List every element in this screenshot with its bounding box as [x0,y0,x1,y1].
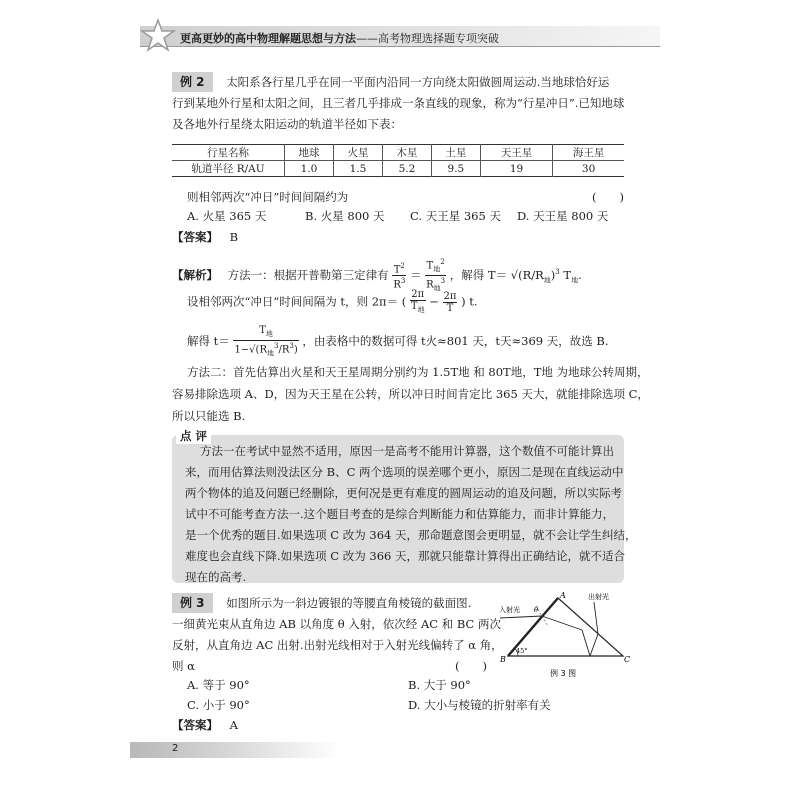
table-cell: 地球 [285,145,334,161]
comment-line: 是一个优秀的题目.如果选项 C 改为 364 天，那命题意图会更明显，就不会让学生纠结， [185,528,637,542]
example3-line-4: 则 α [172,659,195,673]
kepler-fraction-right: $\frac{T_地^2}{R_地^3}$ [426,258,446,293]
option-c: C. 小于 90° [187,698,250,712]
example2-line-1: 例 2 太阳系各行星几乎在同一平面内沿同一方向绕太阳做圆周运动.当地球恰好运 [172,72,609,92]
table-cell: 行星名称 [172,145,285,161]
table-cell: 土星 [431,145,480,161]
analysis-line-1: 【解析】 方法一：根据开普勒第三定律有 $\frac{T^2}{R^3}$ ＝ $\frac{T_地^2}{R_地^3}$ ，解得 $T= √(R/R_地)^3$ $T_地$. [172,258,582,293]
option-a: A. 火星 365 天 [187,209,267,223]
example2-line-3: 及各地外行星绕太阳运动的轨道半径如下表： [172,117,402,131]
method2-line-2: 容易排除选项 A、D，因为天王星在公转，所以冲日时间肯定比 365 天大，就能排除选项 C， [172,387,649,401]
incident-ray [500,616,542,618]
method2-line-1: 方法二：首先估算出火星和天王星周期分别约为 1.5T地 和 80T地，T地 为地球公转周期， [187,365,649,379]
example2-answer [172,229,238,245]
table-row [172,161,624,177]
prism-figure [498,590,630,682]
example3-answer [172,717,238,733]
planet-orbit-table [172,144,624,177]
comment-line: 两个物体的追及问题已经删除，更何况是更有难度的圆周运动的追及问题，所以实际考 [185,486,622,500]
table-cell: 海王星 [553,145,624,161]
table-cell: 1.5 [333,161,382,177]
table-cell: 9.5 [431,161,480,177]
period-formula: $√(R/R_地)^3$ $T_地$. [510,267,582,285]
comment-line: 现在的高考. [185,570,247,584]
example3-tag: 例 3 [172,593,213,613]
example2-tag: 例 2 [172,72,213,92]
exit-ray [594,602,598,634]
angular-fraction-planet: $\frac{2\pi}{T}$ [443,291,457,314]
theta-label: θ [534,606,539,614]
option-a: A. 等于 90° [187,678,250,692]
option-b: B. 火星 800 天 [305,209,385,223]
comment-line: 难度也会直线下降.如果选项 C 改为 366 天，那就只能靠计算得出正确结论，就不适合 [185,549,626,563]
comment-label: 点 评 [176,428,211,444]
option-b: B. 大于 90° [408,678,471,692]
example3-line-1: 例 3 如图所示为一斜边镀银的等腰直角棱镜的截面图. [172,593,471,613]
vertex-a-label: A [560,591,566,600]
page-number: 2 [172,743,179,754]
interval-fraction: $\frac{T_地}{1-√(R_地^3/R^3)}$ [234,325,298,358]
example2-line-2: 行到某地外行星和太阳之间，且三者几乎排成一条直线的现象，称为“行星冲日”.已知地球 [172,96,625,110]
method2-line-3: 所以只能选 B. [172,409,246,423]
option-d: D. 大小与棱镜的折射率有关 [408,698,551,712]
answer-label: 【答案】 [172,230,218,244]
angle-label: 45° [516,647,528,655]
angular-fraction-earth: $\frac{2\pi}{T_地}$ [410,289,425,314]
answer-value: A [229,718,238,732]
footer-band [130,742,340,758]
figure-caption: 例 3 图 [550,669,577,678]
answer-value: B [229,230,239,244]
answer-blank: ( ) [455,659,487,673]
table-cell: 1.0 [285,161,334,177]
analysis-line-3: 解得 t＝ $\frac{T_地}{1-√(R_地^3/R^3)}$ ，由表格中的数据可得 t火≈801 天，t天≈369 天，故选 B. [187,325,609,358]
star-icon [140,18,176,54]
example3-line-2: 一细黄光束从直角边 AB 以角度 θ 入射，依次经 AC 和 BC 两次 [172,617,501,631]
table-cell: 火星 [333,145,382,161]
comment-line: 来，而用估算法则没法区分 B、C 两个选项的误差哪个更小，原因二是现在直线运动中 [185,465,624,479]
table-cell: 木星 [382,145,431,161]
table-cell: 5.2 [382,161,431,177]
answer-label: 【答案】 [172,718,218,732]
analysis-line-2: 设相邻两次“冲日”时间间隔为 t，则 2π＝ ( $\frac{2\pi}{T_地}$ − $\frac{2\pi}{T}$ ) t. [187,289,478,314]
table-header-row [172,145,624,161]
option-d: D. 天王星 800 天 [517,209,609,223]
book-title-sub: ——高考物理选择题专项突破 [356,32,499,45]
example2-question: 则相邻两次“冲日”时间间隔约为 [187,190,349,204]
option-c: C. 天王星 365 天 [410,209,501,223]
table-cell: 19 [480,161,552,177]
vertex-b-label: B [500,655,506,664]
book-title [180,30,499,46]
kepler-fraction-left: $\frac{T^2}{R^3}$ [393,262,406,291]
answer-blank: ( ) [592,190,624,204]
comment-line: 方法一在考试中显然不适用，原因一是高考不能用计算器，这个数值不可能计算出 [200,444,614,458]
label-exit: 出射光 [588,593,609,601]
analysis-label: 【解析】 [172,267,218,282]
table-cell: 轨道半径 R/AU [191,163,265,175]
book-title-main: 更高更妙的高中物理解题思想与方法 [180,32,356,45]
table-cell: 30 [553,161,624,177]
vertex-c-label: C [624,655,630,664]
table-cell: 天王星 [480,145,552,161]
comment-line: 试中不可能考查方法一.这个题目考查的是综合判断能力和估算能力，而非计算能力， [185,507,615,521]
label-incident: 入射光 [499,606,520,614]
example3-line-3: 反射，从直角边 AC 出射.出射光线相对于入射光线偏转了 α 角， [172,638,503,652]
